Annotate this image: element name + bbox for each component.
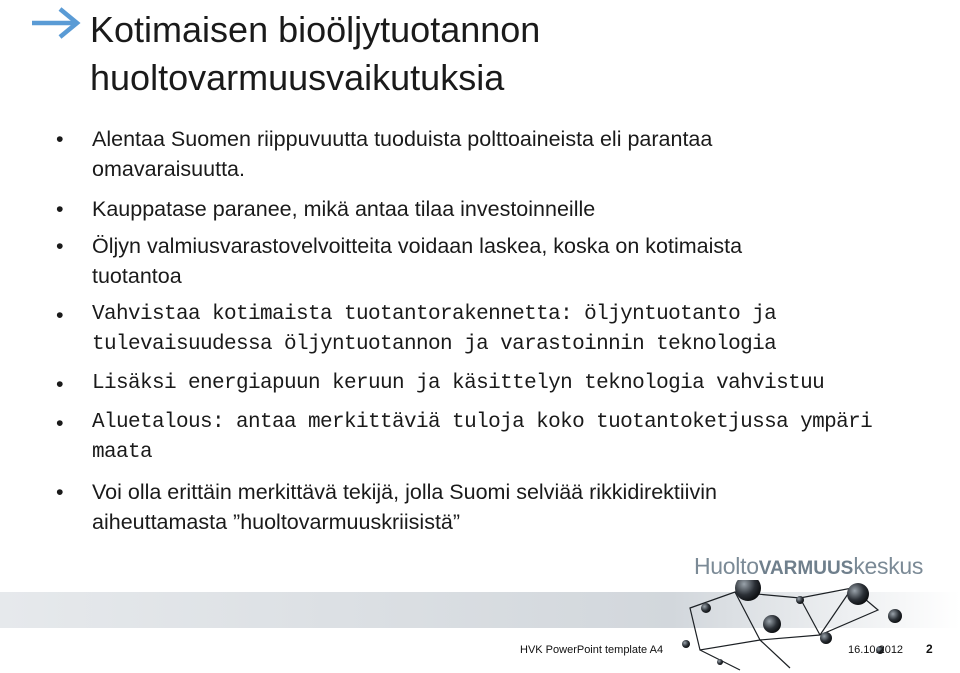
bullet-line: Lisäksi energiapuun keruun ja käsittelyn teknologia vahvistuu [92, 372, 825, 395]
bullet-line: Alentaa Suomen riippuvuutta tuoduista polttoaineista eli parantaa [92, 127, 713, 151]
bullet-line: tuotantoa [92, 264, 182, 288]
sphere-shape [701, 603, 711, 613]
bullet-item [50, 124, 930, 184]
bullet-line: Voi olla erittäin merkittävä tekijä, jolla Suomi selviää rikkidirektiivin [92, 480, 717, 504]
organization-logo [694, 553, 923, 580]
arrow-right-icon [30, 6, 84, 40]
logo-part-1: Huolto [694, 553, 759, 579]
sphere-shape [796, 596, 804, 604]
bullet-item [50, 369, 930, 399]
sphere-shape [682, 640, 690, 648]
bullet-list [50, 124, 930, 537]
bullet-item [50, 477, 930, 537]
bullet-line: Kauppatase paranee, mikä antaa tilaa investoinneille [92, 197, 596, 221]
bullet-line: Vahvistaa kotimaista tuotantorakennetta: öljyntuotanto ja [92, 303, 777, 326]
bullet-line: Öljyn valmiusvarastovelvoitteita voidaan laskea, koska on kotimaista [92, 234, 743, 258]
sphere-shape [888, 609, 902, 623]
slide-title [90, 6, 540, 102]
bullet-item [50, 408, 930, 468]
bullet-line: omavaraisuutta. [92, 157, 245, 181]
bullet-line: tulevaisuudessa öljyntuotannon ja varastoinnin teknologia [92, 333, 777, 356]
logo-part-2: VARMUUS [758, 558, 854, 579]
title-line-2: huoltovarmuusvaikutuksia [90, 57, 505, 98]
bullet-dot-icon: • [56, 411, 64, 435]
logo-part-3: keskus [853, 553, 924, 579]
bullet-item [50, 300, 930, 360]
sphere-shape [847, 583, 869, 605]
bullet-item [50, 231, 930, 291]
footer-date: 16.10.2012 [848, 644, 904, 656]
bullet-line: maata [92, 441, 153, 464]
title-line-1: Kotimaisen bioöljytuotannon [90, 9, 541, 50]
sphere-shape [763, 615, 781, 633]
sphere-shape [820, 632, 832, 644]
bullet-dot-icon: • [56, 197, 64, 221]
bullet-dot-icon: • [56, 234, 64, 258]
footer-template-label: HVK PowerPoint template A4 [520, 644, 664, 656]
bullet-dot-icon: • [56, 127, 64, 151]
bullet-item [50, 194, 930, 224]
bullet-line: Aluetalous: antaa merkittäviä tuloja koko tuotantoketjussa ympäri [92, 411, 873, 434]
page-number: 2 [926, 642, 933, 656]
footer-decoration [0, 580, 960, 673]
sphere-shape [717, 659, 723, 665]
bullet-dot-icon: • [56, 303, 64, 327]
bullet-line: aiheuttamasta ”huoltovarmuuskriisistä” [92, 510, 461, 534]
bullet-dot-icon: • [56, 372, 64, 396]
bullet-dot-icon: • [56, 480, 64, 504]
